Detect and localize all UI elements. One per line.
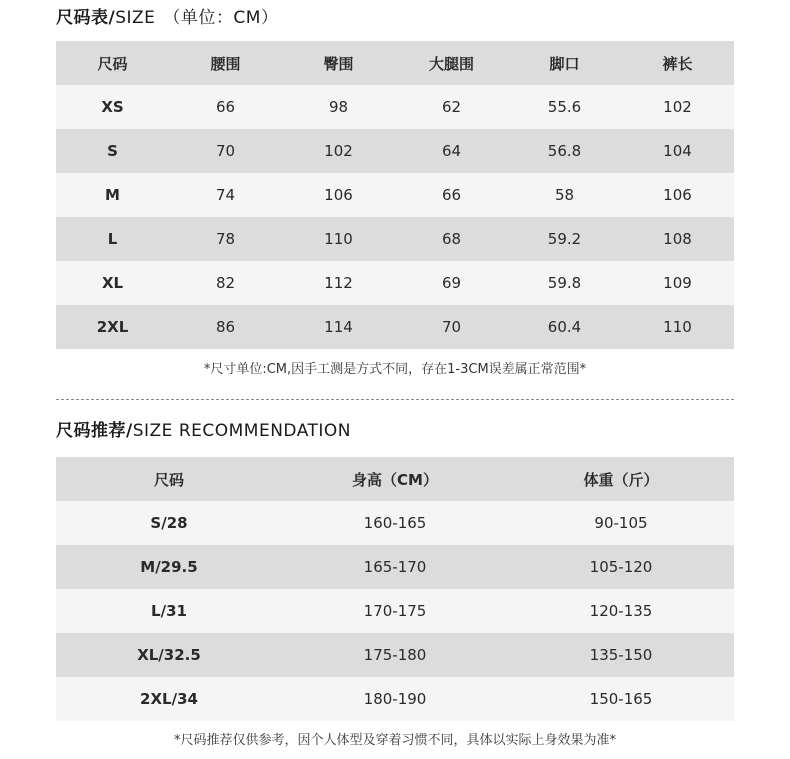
hip-cell: 112 <box>282 261 395 305</box>
table-row <box>56 217 734 261</box>
thigh-cell: 68 <box>395 217 508 261</box>
weight-cell: 105-120 <box>508 545 734 589</box>
table-row <box>56 633 734 677</box>
header-weight: 体重（斤） <box>508 457 734 501</box>
size-cell: S <box>56 129 169 173</box>
hip-cell: 114 <box>282 305 395 349</box>
thigh-cell: 62 <box>395 85 508 129</box>
height-cell: 165-170 <box>282 545 508 589</box>
size-recommendation-title-cn: 尺码推荐/ <box>56 421 133 441</box>
table-row <box>56 261 734 305</box>
size-cell: XL/32.5 <box>56 633 282 677</box>
size-recommendation-header-row <box>56 457 734 501</box>
waist-cell: 66 <box>169 85 282 129</box>
thigh-cell: 69 <box>395 261 508 305</box>
header-length: 裤长 <box>621 41 734 85</box>
size-cell: M <box>56 173 169 217</box>
weight-cell: 120-135 <box>508 589 734 633</box>
table-row <box>56 129 734 173</box>
waist-cell: 74 <box>169 173 282 217</box>
section-divider <box>56 399 734 400</box>
waist-cell: 82 <box>169 261 282 305</box>
size-recommendation-note: *尺码推荐仅供参考，因个人体型及穿着习惯不同，具体以实际上身效果为准* <box>173 733 616 748</box>
leg-opening-cell: 58 <box>508 173 621 217</box>
length-cell: 104 <box>621 129 734 173</box>
table-row <box>56 589 734 633</box>
leg-opening-cell: 59.2 <box>508 217 621 261</box>
size-chart-title-cn: 尺码表/ <box>56 8 116 28</box>
height-cell: 180-190 <box>282 677 508 721</box>
thigh-cell: 70 <box>395 305 508 349</box>
size-recommendation-table <box>56 457 734 721</box>
size-chart-title-en: SIZE <box>115 8 156 28</box>
size-recommendation-title-en: SIZE RECOMMENDATION <box>132 421 352 441</box>
header-leg-opening: 脚口 <box>508 41 621 85</box>
header-size: 尺码 <box>56 457 282 501</box>
size-cell: S/28 <box>56 501 282 545</box>
length-cell: 102 <box>621 85 734 129</box>
hip-cell: 106 <box>282 173 395 217</box>
size-chart-table <box>56 41 734 349</box>
header-waist: 腰围 <box>169 41 282 85</box>
length-cell: 106 <box>621 173 734 217</box>
header-size: 尺码 <box>56 41 169 85</box>
leg-opening-cell: 59.8 <box>508 261 621 305</box>
length-cell: 109 <box>621 261 734 305</box>
leg-opening-cell: 55.6 <box>508 85 621 129</box>
size-chart-header-row <box>56 41 734 85</box>
height-cell: 170-175 <box>282 589 508 633</box>
hip-cell: 102 <box>282 129 395 173</box>
size-cell: XS <box>56 85 169 129</box>
table-row <box>56 305 734 349</box>
waist-cell: 70 <box>169 129 282 173</box>
size-chart-note: *尺寸单位:CM,因手工测是方式不同，存在1-3CM误差属正常范围* <box>203 362 587 377</box>
size-cell: XL <box>56 261 169 305</box>
height-cell: 160-165 <box>282 501 508 545</box>
thigh-cell: 66 <box>395 173 508 217</box>
weight-cell: 90-105 <box>508 501 734 545</box>
size-cell: 2XL/34 <box>56 677 282 721</box>
size-recommendation-title <box>56 421 351 441</box>
size-chart-title-unit: （单位：CM） <box>163 8 279 28</box>
weight-cell: 135-150 <box>508 633 734 677</box>
weight-cell: 150-165 <box>508 677 734 721</box>
size-cell: L/31 <box>56 589 282 633</box>
leg-opening-cell: 56.8 <box>508 129 621 173</box>
size-cell: 2XL <box>56 305 169 349</box>
header-thigh: 大腿围 <box>395 41 508 85</box>
length-cell: 108 <box>621 217 734 261</box>
hip-cell: 110 <box>282 217 395 261</box>
hip-cell: 98 <box>282 85 395 129</box>
table-row <box>56 501 734 545</box>
table-row <box>56 173 734 217</box>
height-cell: 175-180 <box>282 633 508 677</box>
header-height: 身高（CM） <box>282 457 508 501</box>
leg-opening-cell: 60.4 <box>508 305 621 349</box>
thigh-cell: 64 <box>395 129 508 173</box>
header-hip: 臀围 <box>282 41 395 85</box>
waist-cell: 86 <box>169 305 282 349</box>
size-chart-title <box>56 8 278 28</box>
size-cell: L <box>56 217 169 261</box>
waist-cell: 78 <box>169 217 282 261</box>
size-cell: M/29.5 <box>56 545 282 589</box>
length-cell: 110 <box>621 305 734 349</box>
table-row <box>56 545 734 589</box>
table-row <box>56 85 734 129</box>
table-row <box>56 677 734 721</box>
